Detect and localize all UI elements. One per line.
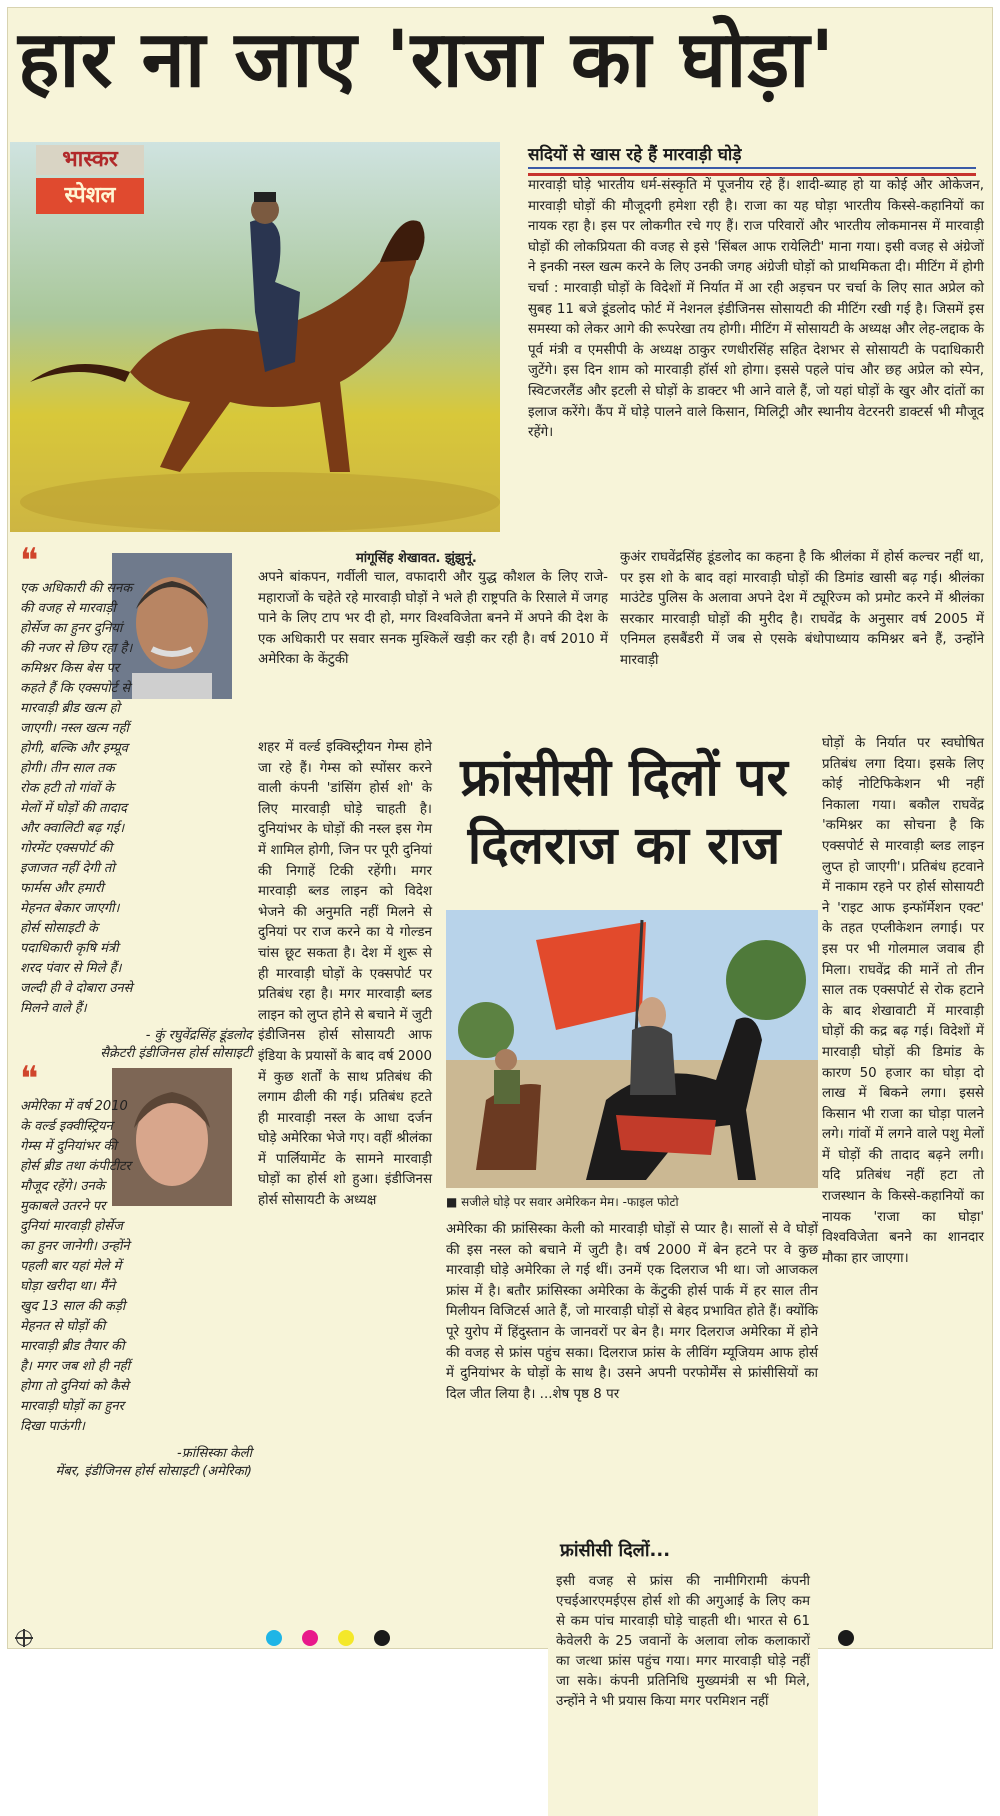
registration-mark-icon bbox=[16, 1630, 32, 1646]
box-headline bbox=[440, 744, 808, 902]
page-headline: हार ना जाए 'राजा का घोड़ा' bbox=[18, 15, 836, 105]
bhaskar-badge-top: भास्कर bbox=[36, 145, 144, 175]
cyan-dot bbox=[266, 1630, 282, 1646]
quote-francesca bbox=[20, 1059, 260, 1479]
box-headline-line2: दिलराज का राज bbox=[467, 816, 781, 876]
yellow-dot bbox=[338, 1630, 354, 1646]
rider-flag-photo bbox=[446, 910, 818, 1188]
quote2-sig-title: मेंबर, इंडीजिनस होर्स सोसाइटी (अमेरिका) bbox=[55, 1464, 252, 1479]
black-dot bbox=[374, 1630, 390, 1646]
body-column-4: अमेरिका की फ्रांसिस्का केली को मारवाड़ी घोड़ों से प्यार है। सालों से वे घोड़ों की इस नस्ल को बचाने में जुटी है। वर्ष 2000 में बेन हटने पर वे कुछ मारवाड़ी घोड़े अमेरिका ले गई थीं। उनमें एक दिलराज भी था। जो आजकल फ्रांस में है। बतौर फ्रांसिस्का अमेरिका के केंटुकी होर्स पार्क में हर साल तीन मिलीयन विजिटर्स आते हैं, जो मारवाड़ी घोड़ों से बेहद प्रभावित होते हैं। क्योंकि पूरे युरोप में हिंदुस्तान के जानवरों पर बेन है। मगर दिलराज अमेरिका में होने की वजह से फ्रांस पहुंच सका। दिलराज फ्रांस के लीविंग म्यूजियम आफ होर्स में दुनियांभर के घोड़ों के साथ है। उसने अपनी परफोर्मेंस से फ्रांसीसियों का दिल जीत लिया है। ...शेष पृष्ठ 8 पर bbox=[446, 1222, 818, 1402]
quote-mark-icon: ❝ bbox=[20, 541, 39, 581]
continuation-head: फ्रांसीसी दिलों... bbox=[560, 1540, 671, 1561]
quote1-sig-title: सैक्रेटरी इंडीजिनस होर्स सोसाइटी bbox=[100, 1046, 252, 1061]
bhaskar-badge-bottom: स्पेशल bbox=[36, 178, 144, 214]
quote-raghuvendra bbox=[20, 541, 260, 1061]
quote2-text: अमेरिका में वर्ष 2010 के वर्ल्ड इक्वीस्ट्रियन गेम्स में दुनियांभर की होर्स ब्रीड तथा कंपीटीटर मौजूद रहेंगे। उनके मुकाबले उतरने पर दुनियां मारवाड़ी होर्सेज का हुनर जानेगी। उन्होंने पहली बार यहां मेले में घोड़ा खरीदा था। मैंने खुद 13 साल की कड़ी मेहनत से घोड़ों की मारवाड़ी ब्रीड तैयार की है। मगर जब शो ही नहीं होगा तो दुनियां को कैसे मारवाड़ी घोड़ों का हुनर दिखा पाऊंगी। bbox=[20, 1099, 131, 1434]
continuation-text: इसी वजह से फ्रांस की नामीगिरामी कंपनी एचईआरएमईएस होर्स शो की अगुआई के लिए कम से कम पांच मारवाड़ी घोड़े चाहती थी। भारत से 61 केवेलरी के 25 जवानों के अलावा लोक कलाकारों का जत्था फ्रांस पहुंच गया। मगर मारवाड़ी घोड़े नहीं जा सके। कंपनी प्रतिनिधि मुख्यमंत्री स भी मिले, उन्होंने ने भी प्रयास किया मगर परमिशन नहीं bbox=[548, 1568, 818, 1816]
body-column-2-top: अपने बांकपन, गर्वीली चाल, वफादारी और युद्ध कौशल के लिए राजे-महाराजों के चहेते रहे मारवाड़ी घोड़ों ने भले ही राष्ट्रपति के रिसाले में जगह पाने के लिए टाप भर दी हो, मगर विश्वविजेता बनने में अपने की देश के एक अधिकारी पर सवार सनक मुश्किलें खड़ी कर रही है। वर्ष 2010 में अमेरिका के केंटुकी bbox=[258, 570, 608, 668]
quote-mark-icon: ❝ bbox=[20, 1059, 39, 1099]
section-subhead: सदियों से खास रहे हैं मारवाड़ी घोड़े bbox=[528, 142, 976, 176]
quote2-sig-name: -फ्रांसिस्का केली bbox=[177, 1446, 252, 1461]
box-headline-line1: फ्रांसीसी दिलों पर bbox=[460, 748, 788, 808]
black-dot-right bbox=[838, 1630, 854, 1646]
intro-text: मारवाड़ी घोड़े भारतीय धर्म-संस्कृति में पूजनीय रहे हैं। शादी-ब्याह हो या कोई और ओकेजन, मारवाड़ी घोड़ों की मौजूदगी हमेशा रही है। राजा का यह घोड़ा भारतीय किस्से-कहानियों का नायक रहा है। इस पर लोकगीत रचे गए हैं। राज परिवारों और भारतीय लोकमानस में मारवाड़ी घोड़ों की लोकप्रियता की वजह से इसे 'सिंबल आफ रायेलिटी' माना गया। इसी वजह से अंग्रेजों ने इनकी नस्ल खत्म करने के लिए उनकी जगह अंग्रेजी घोड़ों को प्राथमिकता दी। मीटिंग में होगी चर्चा : मारवाड़ी घोड़ों के विदेशों में निर्यात में आ रही अड़चन पर चर्चा के लिए सात अप्रेल को सुबह 11 बजे डूंडलोद फोर्ट में नेशनल इंडीजिनस सोसायटी की मीटिंग रखी गई है। जिसमें इस समस्या को लेकर आगे की रूपरेखा तय होगी। मीटिंग में सोसायटी के अध्यक्ष और लेह-लद्दाक के पूर्व मंत्री व एमसीपी के अध्यक्ष ठाकुर रणधीरसिंह सहित देशभर से सोसायटी के पदाधिकारी जुटेंगे। इस दिन शाम को मारवाड़ी हॉर्स शो होगा। इससे पहले पांच और छह अप्रेल को स्पेन, स्विटजरलैंड और इटली से घोड़ों के डाक्टर भी आने वाले हैं, जो यहां घोड़ों के खुर और दांतों का इलाज करेंगे। कैंप में घोड़े पालने वाले किसान, मिलिट्री और स्थानीय वेटरनरी डाक्टर्स भी मौजूद रहेंगे। bbox=[528, 178, 984, 441]
quote1-sig-name: - कुं रघुवेंद्रसिंह डूंडलोद bbox=[145, 1028, 252, 1043]
body-column-3: घोड़ों के निर्यात पर स्वघोषित प्रतिबंध लगा दिया। इसके लिए कोई नोटिफिकेशन भी नहीं निकाला गया। बकौल राघवेंद्र 'कमिश्नर का सोचना है कि एक्सपोर्ट से मारवाड़ी ब्लड लाइन लुप्त हो जाएगी'। प्रतिबंध हटवाने में नाकाम रहने पर होर्स सोसायटी ने 'राइट आफ इन्फॉर्मेशन एक्ट' के तहत एप्लीकेशन लगाई। पर इस पर भी गोलमाल जवाब ही मिला। राघवेंद्र की मानें तो तीन साल तक एक्सपोर्ट से रोक हटाने के बाद शेखावाटी में मारवाड़ी घोड़ों की कद्र बढ़ गई। विदेशों में मारवाड़ी घोड़ों की डिमांड के कारण 50 हजार का घोड़ा दो लाख में बिकने लगा। इससे किसान भी राजा का घोड़ा पालने लगे। गांवों में लगने वाले पशु मेलों में घोड़ों की तादाद बढ़ने लगी। यदि प्रतिबंध नहीं हटा तो राजस्थान के किस्से-कहानियों का नायक 'राजा का घोड़ा' विश्वविजेता बनने का शानदार मौका हार जाएगा। bbox=[822, 736, 984, 1266]
magenta-dot bbox=[302, 1630, 318, 1646]
quote1-text: एक अधिकारी की सनक की वजह से मारवाड़ी होर्सेज का हुनर दुनियां की नजर से छिप रहा है। कमिश्नर किस बेस पर कहते हैं कि एक्सपोर्ट से मारवाड़ी ब्रीड खत्म हो जाएगी। नस्ल खत्म नहीं होगी, बल्कि और इम्प्रूव होगी। तीन साल तक रोक हटी तो गांवों के मेलों में घोड़ों की तादाद और क्वालिटी बढ़ गई। गोरमेंट एक्सपोर्ट की इजाजत नहीं देगी तो फार्मस और हमारी मेहनत बेकार जाएगी। होर्स सोसाइटी के पदाधिकारी कृषि मंत्री शरद पंवार से मिले हैं। जल्दी ही वे दोबारा उनसे मिलने वाले हैं। bbox=[20, 581, 133, 1016]
body-column-2: शहर में वर्ल्ड इक्विस्ट्रीयन गेम्स होने जा रहे हैं। गेम्स को स्पोंसर करने वाली कंपनी 'डांसिंग होर्स शो' के लिए मारवाड़ी घोड़े चाहती है। दुनियांभर के घोड़ों की नस्ल इस गेम में शामिल होगी, जिन पर पूरी दुनियां की निगाहें टिकी रहेंगी। मगर मारवाड़ी ब्लड लाइन को विदेश भेजने की अनुमति नहीं मिलने से दुनियां पर राज करने का ये गोल्डन चांस छूट सकता है। देश में शुरू से ही मारवाड़ी घोड़ों के एक्सपोर्ट पर प्रतिबंध रहा है। मगर मारवाड़ी ब्लड लाइन को लुप्त होने से बचाने में जुटी इंडीजिनस होर्स सोसायटी आफ इंडिया के प्रयासों के बाद वर्ष 2000 में कुछ शर्तों के साथ प्रतिबंध की लगाम ढीली की गई। प्रतिबंध हटते ही मारवाड़ी नस्ल के आधा दर्जन घोड़े अमेरिका भेजे गए। वहीं श्रीलंका में पार्लियामेंट के सामने मारवाड़ी घोड़ों का होर्स शो हुआ। इंडीजिनस होर्स सोसायटी के अध्यक्ष bbox=[258, 740, 432, 1209]
body-column-3-top: कुअंर राघवेंद्रसिंह डूंडलोद का कहना है कि श्रीलंका में होर्स कल्चर नहीं था, पर इस शो के बाद वहां मारवाड़ी घोड़ों की डिमांड खासी बढ़ गई। श्रीलंका माउंटेड पुलिस के अलावा अपने देश में ट्यूरिज्म को प्रमोट करने में श्रीलंका सरकार मारवाड़ी घोड़ों की मुरीद है। राघवेंद्र के अनुसार वर्ष 2005 में एनिमल हसबैंडरी में जब से एसके बंधोपाध्याय कमिश्नर बने हैं, उन्होंने मारवाड़ी bbox=[620, 550, 984, 668]
byline: मांगूसिंह शेखावत. झुंझुनूं. bbox=[356, 551, 477, 566]
photo-caption: ■ सजीले घोड़े पर सवार अमेरिकन मेम। -फाइल फोटो bbox=[446, 1195, 679, 1209]
